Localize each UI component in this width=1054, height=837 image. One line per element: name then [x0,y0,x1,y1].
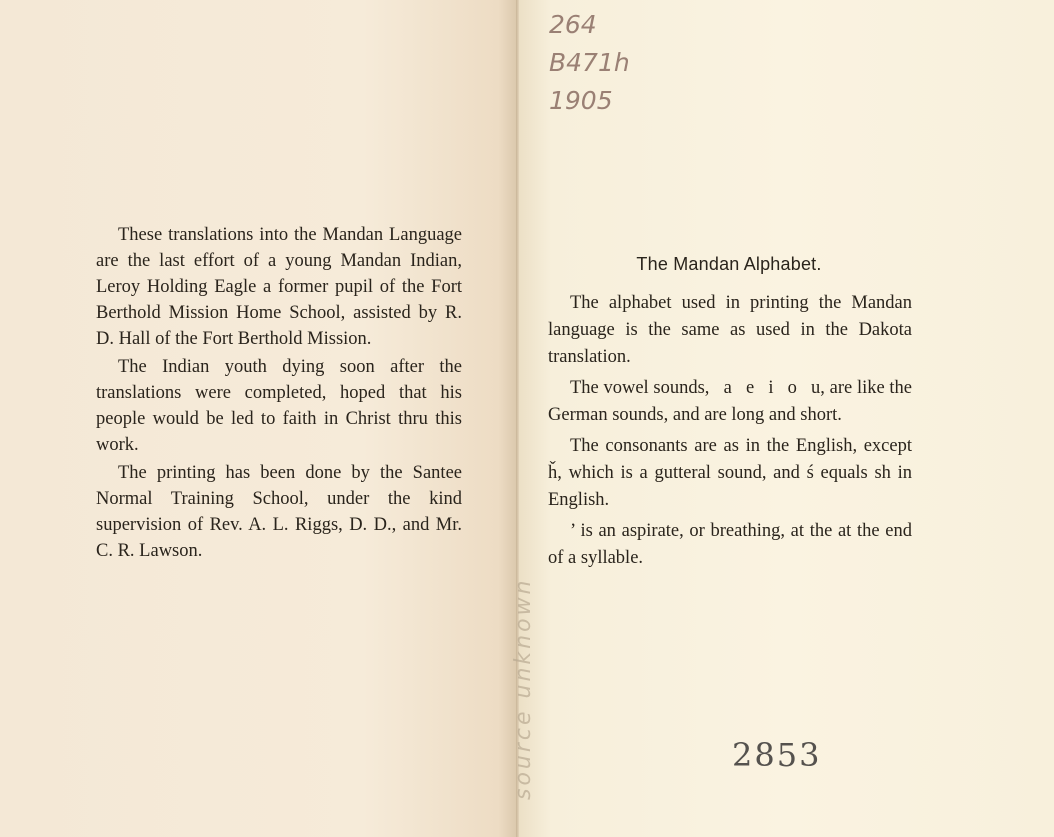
call-number-line-3: 1905 [549,86,613,115]
left-page [0,0,519,837]
alphabet-paragraph-4: ’ is an aspirate, or breathing, at the at the end of a syllable. [548,521,912,568]
preface-text [96,222,462,566]
alphabet-paragraph-2: The vowel sounds, a e i o u, are like the German sounds, and are long and short. [548,378,917,425]
alphabet-paragraph-1: The alphabet used in printing the Mandan language is the same as used in the Dakota translation. [548,293,912,367]
call-number-line-2: B471h [549,48,630,77]
alphabet-text [548,290,917,576]
accession-number: 2853 [732,736,822,774]
pencil-margin-note: source unknown [511,577,536,800]
handwritten-call-number [549,6,630,120]
call-number-line-1: 264 [549,10,597,39]
alphabet-title: The Mandan Alphabet. [636,254,822,274]
right-page [511,0,1054,837]
preface-paragraph-1: These translations into the Mandan Language are the last effort of a young Mandan Indian, Leroy Holding Eagle a former pupil of the Fort Berthold Mission Home School, assisted by R. D. Hall of the Fort Berthold Mission. [96,225,462,349]
preface-paragraph-3: The printing has been done by the Santee Normal Training School, under the kind supervision of Rev. A. L. Riggs, D. D., and Mr. C. R. Lawson. [96,463,462,561]
preface-paragraph-2: The Indian youth dying soon after the translations were completed, hoped that his people would be led to faith in Christ thru this work. [96,357,462,455]
alphabet-paragraph-3: The consonants are as in the English, except ȟ, which is a gutteral sound, and ś equals sh in English. [548,436,912,510]
